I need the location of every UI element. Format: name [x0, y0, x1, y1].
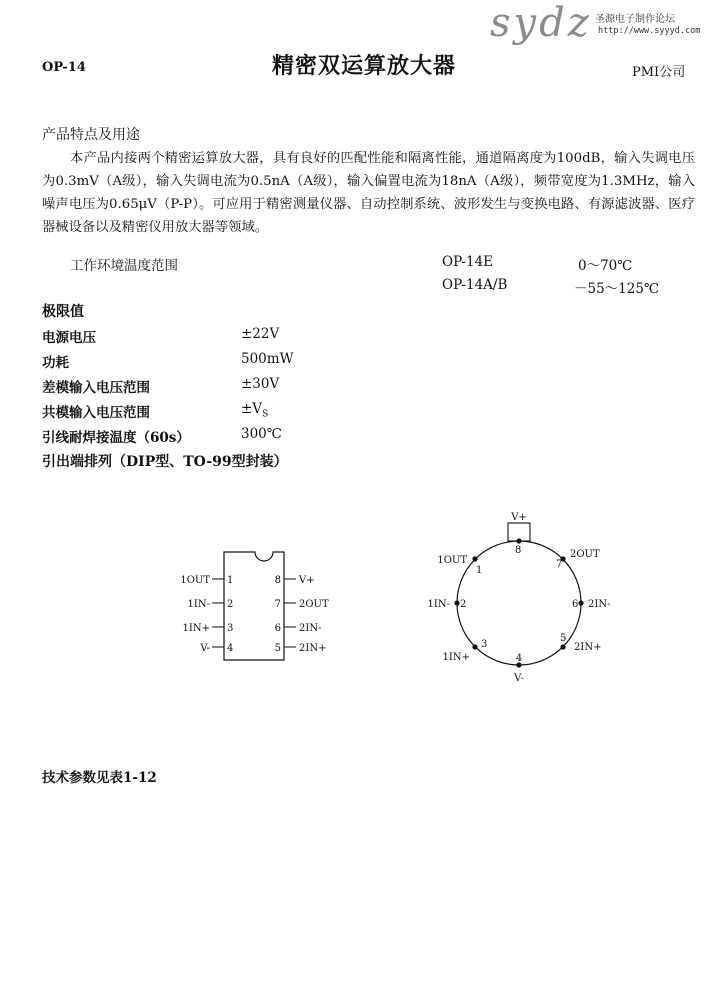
- to99-pin-label: V-: [514, 673, 524, 684]
- temp-grade-e: OP-14E: [442, 254, 494, 270]
- dip-pin-number: 8: [274, 575, 281, 586]
- dip-pin-number: 6: [274, 623, 281, 634]
- to99-pin-number: 4: [515, 653, 523, 664]
- dip-pin-number: 5: [274, 643, 281, 654]
- temp-grade-ab: OP-14A/B: [442, 277, 508, 293]
- dip-pin-number: 3: [227, 623, 234, 634]
- dip-pin-label: V-: [200, 643, 210, 654]
- limit-value: 300℃: [241, 426, 282, 442]
- dip-pin-number: 7: [274, 599, 281, 610]
- to99-pin-label: 1IN+: [442, 652, 470, 663]
- dip-pin-label: 2IN+: [299, 643, 327, 654]
- dip-pin-label: 1OUT: [180, 575, 210, 586]
- dip-pin-number: 2: [227, 599, 234, 610]
- dip-pin-label: V+: [299, 575, 315, 586]
- limit-value: 500mW: [241, 351, 294, 367]
- document-title: 精密双运算放大器: [272, 54, 457, 79]
- to99-tab: [508, 523, 530, 541]
- to99-pin-dot: [578, 600, 583, 605]
- limit-value: $\pm V_S$: [241, 401, 269, 420]
- limit-label: 差模输入电压范围: [42, 380, 150, 396]
- to99-pin-number: 5: [560, 633, 567, 644]
- to99-pin-label: 2OUT: [570, 549, 600, 560]
- temp-range-ab: －55～125℃: [574, 281, 660, 297]
- dip-pin-label: 2IN-: [299, 623, 322, 634]
- dip-pin-label: 1IN-: [187, 599, 210, 610]
- limit-label: 共模输入电压范围: [42, 405, 150, 421]
- to99-pin-label: 2IN+: [574, 642, 602, 653]
- limits-heading: 极限值: [42, 304, 84, 320]
- to99-pin-number: 6: [572, 599, 579, 610]
- limit-label: 电源电压: [42, 330, 96, 346]
- dip-package-diagram: [160, 540, 350, 670]
- logo-subtitle: 圣源电子制作论坛: [595, 14, 675, 25]
- to99-pin-number: 3: [481, 639, 488, 650]
- temp-range-label: 工作环境温度范围: [70, 258, 178, 274]
- to99-pin-number: 8: [515, 545, 522, 556]
- to99-package-diagram: [410, 505, 630, 690]
- to99-pin-label: 1OUT: [437, 555, 467, 566]
- limit-label: 引线耐焊接温度（60s）: [42, 430, 190, 446]
- dip-pin-number: 1: [227, 575, 234, 586]
- limit-label: 功耗: [42, 355, 69, 371]
- to99-pin-number: 1: [476, 565, 483, 576]
- temp-range-e: 0～70℃: [578, 258, 633, 274]
- to99-pin-dot: [454, 600, 459, 605]
- pinout-heading: 引出端排列（DIP型、TO-99型封装）: [42, 454, 288, 470]
- logo-url: http://www.syyyd.com: [598, 26, 701, 36]
- to99-pin-number: 7: [556, 559, 563, 570]
- logo-text: sydz: [490, 0, 592, 46]
- limit-value: ±30V: [241, 376, 280, 392]
- to99-pin-dot: [472, 644, 477, 649]
- features-paragraph: 本产品内接两个精密运算放大器，具有良好的匹配性能和隔离性能，通道隔离度为100dB，输入失调电压为0.3mV（A级），输入失调电流为0.5nA（A级），输入偏置电流为18nA（A级），频带宽度为1.3MHz，输入噪声电压为0.65μV（P-P）。可应用于精密测量仪器、自动控制系统、波形发生与变换电路、有源滤波器、医疗器械设备以及精密仪用放大器等领域。: [42, 151, 695, 235]
- site-logo: [488, 2, 705, 46]
- to99-pin-number: 2: [460, 599, 467, 610]
- to99-pin-dot: [560, 644, 565, 649]
- part-code: OP-14: [42, 60, 86, 75]
- to99-pin-dot: [516, 538, 521, 543]
- company-name: PMI公司: [632, 65, 686, 80]
- to99-pin-dot: [472, 556, 477, 561]
- to99-pin-label: 1IN-: [427, 599, 450, 610]
- dip-pin-number: 4: [227, 643, 234, 654]
- limit-value: ±22V: [241, 326, 280, 342]
- dip-pin-label: 1IN+: [182, 623, 210, 634]
- to99-pin-label: 2IN-: [588, 599, 611, 610]
- dip-pin-label: 2OUT: [299, 599, 329, 610]
- features-heading: 产品特点及用途: [42, 127, 140, 143]
- to99-pin-label: V+: [511, 512, 527, 523]
- footer-note: 技术参数见表1-12: [42, 770, 157, 786]
